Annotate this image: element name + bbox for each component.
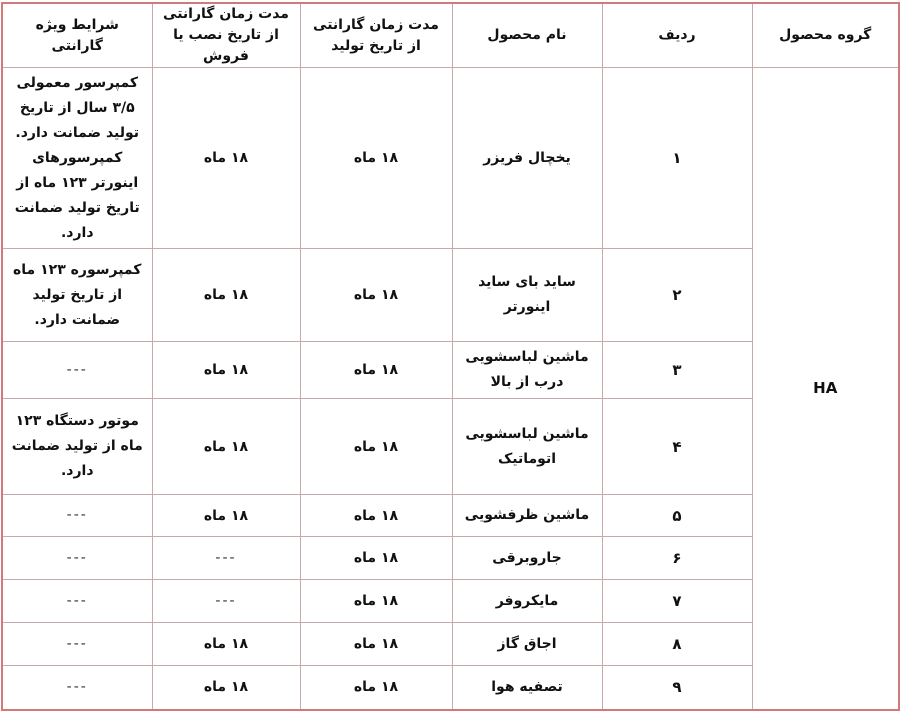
table-row [2,68,899,249]
warranty-table [1,2,900,711]
row-number-cell: ۵ [602,495,752,537]
header-row [2,3,899,68]
special-terms-cell: --- [2,666,152,710]
warranty-from-production-cell: ۱۸ ماه [300,666,452,710]
warranty-from-production-cell: ۱۸ ماه [300,399,452,495]
header-product-group: گروه محصول [752,3,899,68]
product-name-cell: جاروبرقی [452,537,602,580]
warranty-from-install-cell: ۱۸ ماه [152,399,300,495]
special-terms-cell: --- [2,342,152,399]
row-number-cell: ۶ [602,537,752,580]
header-warranty-from-install: مدت زمان گارانتی از تاریخ نصب یا فروش [152,3,300,68]
special-terms-cell: --- [2,495,152,537]
special-terms-cell: کمپرسوره ۱۲۳ ماه از تاریخ تولید ضمانت دارد. [2,249,152,342]
header-row-number: ردیف [602,3,752,68]
row-number-cell: ۹ [602,666,752,710]
special-terms-cell: کمپرسور معمولی ۳/۵ سال از تاریخ تولید ضمانت دارد. کمپرسورهای اینورتر ۱۲۳ ماه از تاریخ تولید ضمانت دارد. [2,68,152,249]
warranty-from-install-cell: ۱۸ ماه [152,666,300,710]
product-name-cell: اجاق گاز [452,623,602,666]
warranty-from-production-cell: ۱۸ ماه [300,68,452,249]
warranty-from-install-cell: ۱۸ ماه [152,495,300,537]
special-terms-cell: --- [2,580,152,623]
warranty-from-production-cell: ۱۸ ماه [300,580,452,623]
product-name-cell: ماشین ظرفشویی [452,495,602,537]
special-terms-cell: --- [2,537,152,580]
row-number-cell: ۸ [602,623,752,666]
product-name-cell: مایکروفر [452,580,602,623]
warranty-from-install-cell: ۱۸ ماه [152,249,300,342]
warranty-from-install-cell: ۱۸ ماه [152,623,300,666]
product-name-cell: تصفیه هوا [452,666,602,710]
product-group-cell: HA [752,68,899,710]
warranty-from-production-cell: ۱۸ ماه [300,537,452,580]
warranty-from-install-cell: ۱۸ ماه [152,342,300,399]
warranty-from-install-cell: --- [152,537,300,580]
product-name-cell: ماشین لباسشویی درب از بالا [452,342,602,399]
special-terms-cell: موتور دستگاه ۱۲۳ ماه از تولید ضمانت دارد. [2,399,152,495]
product-name-cell: ماشین لباسشویی اتوماتیک [452,399,602,495]
product-name-cell: یخچال فریزر [452,68,602,249]
row-number-cell: ۱ [602,68,752,249]
warranty-from-install-cell: ۱۸ ماه [152,68,300,249]
row-number-cell: ۷ [602,580,752,623]
header-product-name: نام محصول [452,3,602,68]
product-name-cell: ساید بای ساید اینورتر [452,249,602,342]
warranty-from-production-cell: ۱۸ ماه [300,249,452,342]
header-special-terms: شرایط ویژه گارانتی [2,3,152,68]
header-warranty-from-production: مدت زمان گارانتی از تاریخ تولید [300,3,452,68]
row-number-cell: ۴ [602,399,752,495]
row-number-cell: ۲ [602,249,752,342]
warranty-from-production-cell: ۱۸ ماه [300,342,452,399]
warranty-from-production-cell: ۱۸ ماه [300,495,452,537]
row-number-cell: ۳ [602,342,752,399]
special-terms-cell: --- [2,623,152,666]
warranty-from-install-cell: --- [152,580,300,623]
warranty-from-production-cell: ۱۸ ماه [300,623,452,666]
